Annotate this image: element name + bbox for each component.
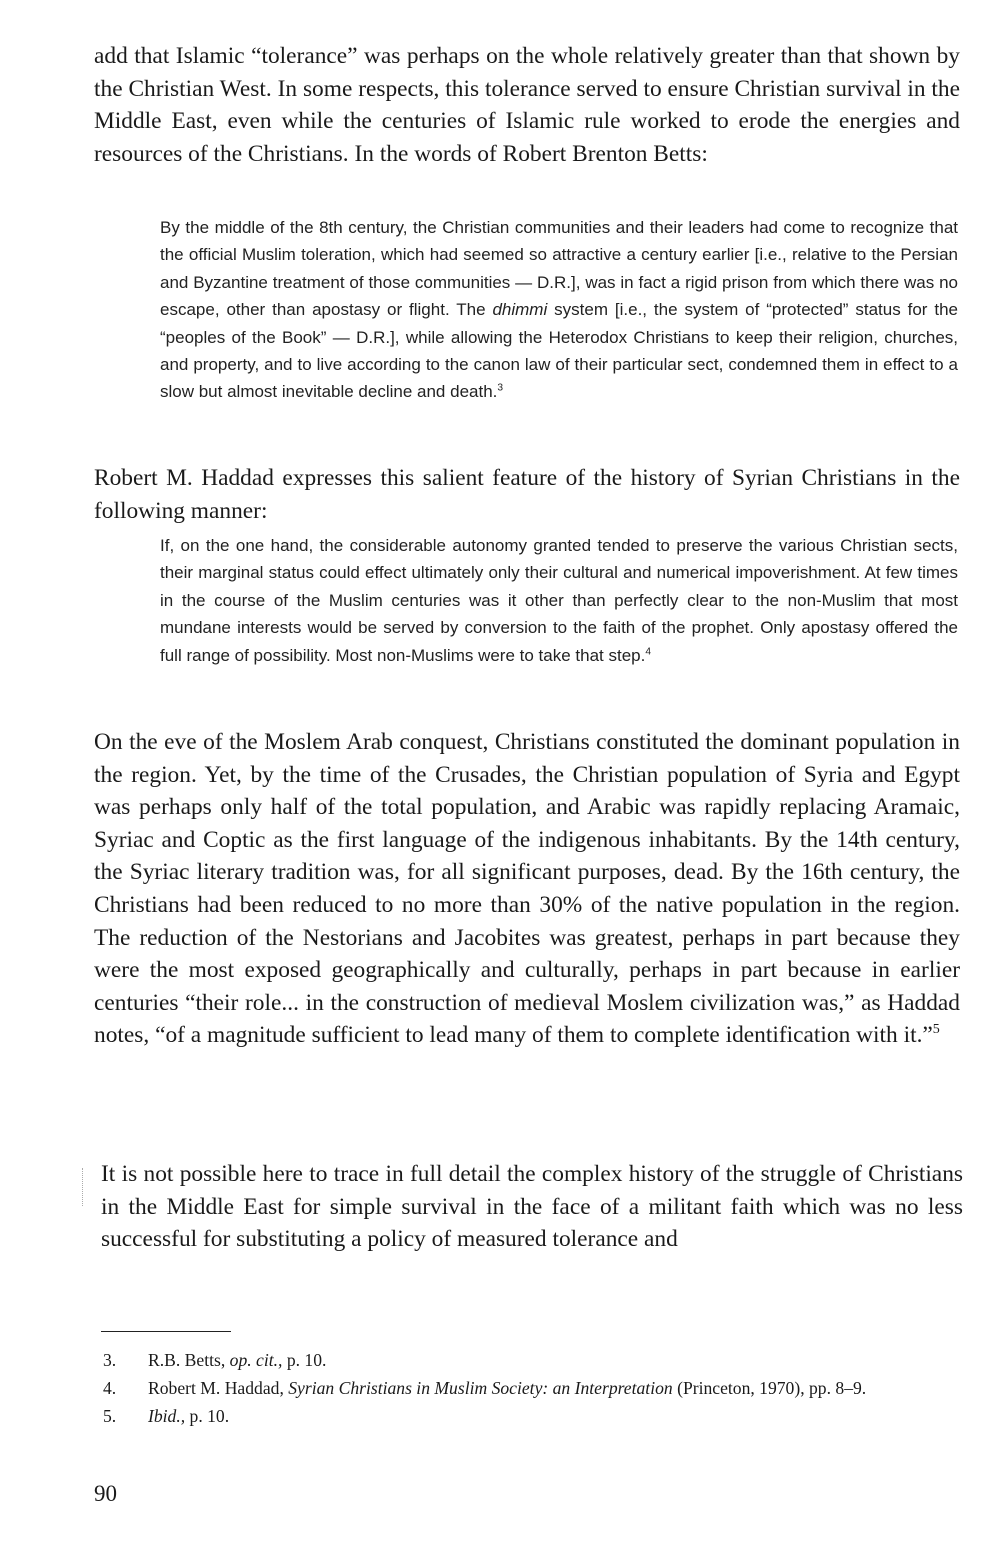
block-quote-betts [160, 214, 958, 406]
footnote-text: p. 10. [185, 1406, 230, 1426]
footnote-item [103, 1374, 975, 1402]
footnote-number: 4. [103, 1378, 117, 1398]
footnote-number: 5. [103, 1406, 117, 1426]
paragraph-text: It is not possible here to trace in full detail the complex history of the struggle of Christians in the Middle East for simple survival in the face of a militant faith which was no less successful for substituting a policy of measured tolerance and [101, 1161, 963, 1253]
footnote-italic: Syrian Christians in Muslim Society: an Interpretation [288, 1378, 673, 1398]
footnote-text: Robert M. Haddad, [148, 1378, 289, 1398]
body-paragraph [94, 462, 960, 527]
footnote-italic: Ibid., [148, 1406, 186, 1426]
margin-mark [82, 1168, 84, 1206]
quote-text: If, on the one hand, the considerable autonomy granted tended to preserve the various Christian sects, their marginal status could effect ultimately only their cultural and numerical impoverishment. At few times in the course of the Muslim centuries was it other than perfectly clear to the non-Muslim that most mundane interests would be served by conversion to the faith of the prophet. Only apostasy offered the full range of possibility. Most non-Muslims were to take that step. [160, 536, 958, 665]
footnote-reference: 4 [645, 645, 652, 657]
body-paragraph [94, 40, 960, 170]
footnote-text: (Princeton, 1970), pp. 8–9. [672, 1378, 867, 1398]
footnote-item [103, 1346, 975, 1374]
body-paragraph [101, 1158, 963, 1256]
block-quote-haddad [160, 532, 958, 669]
footnote-italic: op. cit., [229, 1350, 283, 1370]
footnote-text: R.B. Betts, [148, 1350, 230, 1370]
quote-text: system [i.e., the system of “protected” status for the “peoples of the Book” — D.R.], while allowing the Heterodox Christians to keep their religion, churches, and property, and to live according to the canon law of their particular sect, condemned them in effect to a slow but almost inevitable decline and death. [160, 300, 958, 402]
paragraph-text: Robert M. Haddad expresses this salient feature of the history of Syrian Christians in the following manner: [94, 465, 960, 524]
footnote-item [103, 1402, 975, 1430]
footnote-reference: 3 [497, 382, 504, 394]
paragraph-text: On the eve of the Moslem Arab conquest, Christians constituted the dominant population in the region. Yet, by the time of the Crusades, the Christian population of Syria and Egypt was perhaps only half of the total population, and Arabic was rapidly replacing Aramaic, Syriac and Coptic as the first language of the indigenous inhabitants. By the 14th century, the Syriac literary tradition was, for all significant purposes, dead. By the 16th century, the Christians had been reduced to no more than 30% of the native population in the region. The reduction of the Nestorians and Jacobites was greatest, perhaps in part because they were the most exposed geographically and culturally, perhaps in part because in earlier centuries “their role... in the construction of medieval Moslem civilization was,” as Haddad notes, “of a magnitude sufficient to lead many of them to complete identification with it.” [94, 729, 960, 1049]
quote-italic-term: dhimmi [492, 300, 548, 320]
body-paragraph [94, 726, 960, 1052]
footnote-reference: 5 [932, 1021, 940, 1038]
paragraph-text: add that Islamic “tolerance” was perhaps on the whole relatively greater than that shown by the Christian West. In some respects, this tolerance served to ensure Christian survival in the Middle East, even while the centuries of Islamic rule worked to erode the energies and resources of the Christians. In the words of Robert Brenton Betts: [94, 43, 960, 167]
footnote-divider [101, 1331, 231, 1332]
footnotes-list [103, 1346, 975, 1430]
quote-text: By the middle of the 8th century, the Christian communities and their leaders had come to recognize that the official Muslim toleration, which had seemed so attractive a century earlier [i.e., relative to the Persian and Byzantine treatment of those communities — D.R.], was in fact a rigid prison from which there was no escape, other than apostasy or flight. The [160, 218, 958, 320]
footnote-number: 3. [103, 1350, 117, 1370]
footnote-text: p. 10. [282, 1350, 327, 1370]
page-number: 90 [94, 1481, 117, 1506]
